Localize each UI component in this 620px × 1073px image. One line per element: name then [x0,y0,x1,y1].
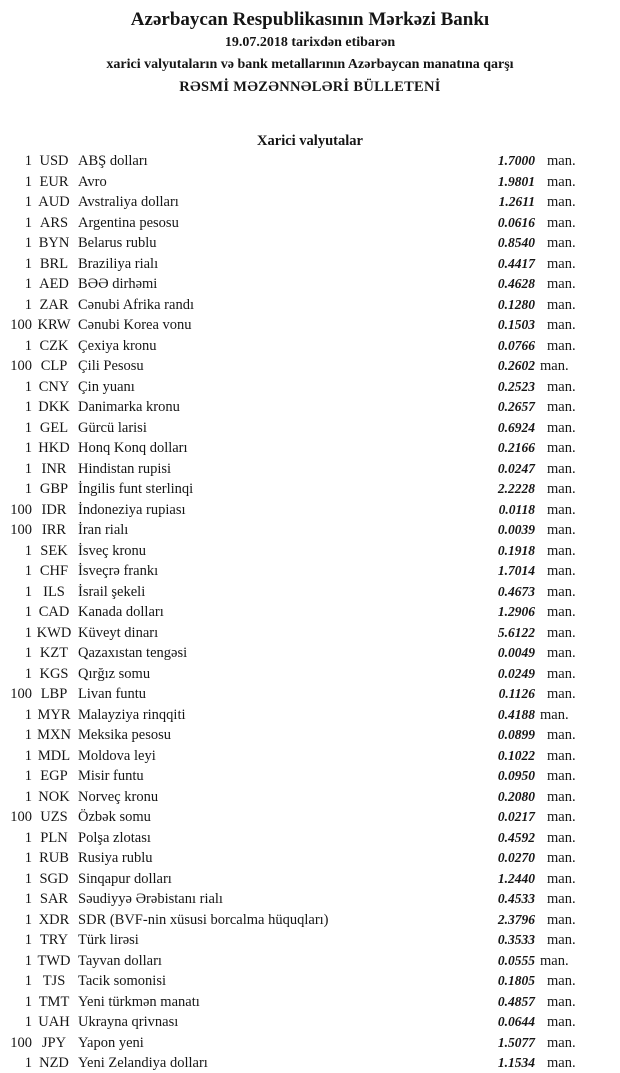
exchange-rate: 0.0039 [497,522,535,537]
unit-label: man. [547,870,576,887]
currency-row [0,397,577,418]
exchange-rate: 0.2657 [497,399,535,414]
currency-code: AUD [38,194,70,210]
currency-code: TWD [37,952,71,969]
exchange-rate: 0.0616 [497,214,535,230]
currency-code: PLN [40,829,68,846]
currency-name: Danimarka kronu [78,399,180,415]
currency-name: Cənubi Afrika randı [78,296,194,313]
currency-code: KWD [36,624,72,641]
currency-row [0,787,577,808]
currency-name: Braziliya rialı [78,255,159,272]
currency-code: EGP [40,768,68,784]
currency-quantity: 1 [24,665,32,682]
currency-code: INR [41,460,67,477]
currency-row [0,356,577,377]
currency-quantity: 1 [24,337,32,354]
currency-row [0,848,577,869]
currency-name: Hindistan rupisi [78,460,172,477]
currency-name: SDR (BVF-nin xüsusi borcalma hüquqları) [78,911,329,928]
unit-label: man. [547,399,576,415]
currency-row [0,705,577,726]
currency-name: Səudiyyə Ərəbistanı rialı [78,891,223,907]
exchange-rate: 0.1022 [497,747,535,763]
currency-quantity: 1 [24,378,32,395]
currency-name: Livan funtu [78,686,147,702]
currency-quantity: 100 [10,809,32,825]
currency-code: ARS [39,214,69,231]
currency-quantity: 1 [24,296,32,313]
currency-row [0,643,577,664]
exchange-rate: 1.7014 [497,563,535,578]
effective-date-line: 19.07.2018 tarixdən etibarən [224,35,396,50]
unit-label: man. [547,932,576,948]
currency-row [0,807,577,828]
exchange-rate: 0.2602 [497,358,535,373]
currency-code: KRW [37,317,71,333]
currency-row [0,602,577,623]
currency-quantity: 1 [24,891,32,907]
exchange-rate: 1.7000 [497,153,535,168]
currency-quantity: 1 [24,276,32,292]
currency-quantity: 1 [24,542,32,559]
currency-row [0,889,577,910]
currency-code: KZT [39,645,69,661]
exchange-rate: 1.2611 [498,194,535,209]
currency-name: ABŞ dolları [78,153,148,169]
currency-quantity: 1 [24,173,32,190]
currency-code: HKD [38,440,70,456]
currency-name: Küveyt dinarı [78,624,159,641]
exchange-rate: 2.3796 [497,911,535,927]
currency-quantity: 100 [10,501,32,518]
currency-code: MYR [37,706,71,723]
exchange-rate: 0.1503 [497,317,535,332]
unit-label: man. [547,235,576,251]
exchange-rate: 0.0049 [497,645,535,660]
unit-label: man. [547,194,576,210]
currency-code: CNY [38,378,70,395]
currency-name: Türk lirəsi [78,932,139,948]
exchange-rate: 1.2440 [497,870,535,886]
exchange-rate: 0.1918 [497,542,535,558]
currency-row [0,336,577,357]
unit-label: man. [547,645,576,661]
currency-name: İndoneziya rupiası [78,501,186,518]
currency-quantity: 1 [24,993,32,1010]
currency-code: LBP [40,686,68,702]
currency-code: ZAR [39,296,69,313]
currency-row [0,479,577,500]
currency-row [0,459,577,480]
currency-code: KGS [39,665,69,682]
currency-quantity: 1 [24,932,32,948]
currency-quantity: 1 [24,870,32,887]
unit-label: man. [547,891,576,907]
unit-label: man. [547,460,576,477]
currency-quantity: 1 [24,624,32,641]
unit-label: man. [547,296,576,313]
currency-row [0,315,577,336]
currency-quantity: 1 [24,768,32,784]
currency-row [0,828,577,849]
currency-quantity: 1 [24,419,32,436]
unit-label: man. [547,153,576,169]
exchange-rate: 0.2080 [497,788,535,804]
currency-code: MDL [37,747,71,764]
bulletin-header [0,0,620,98]
unit-label: man. [540,358,569,374]
currency-row [0,746,577,767]
currency-quantity: 1 [24,399,32,415]
unit-label: man. [547,276,576,292]
exchange-rate: 0.0950 [497,768,535,783]
unit-label: man. [547,727,576,743]
currency-code: CLP [40,358,68,374]
currency-row [0,992,577,1013]
unit-label: man. [547,768,576,784]
currency-row [0,930,577,951]
currency-name: Rusiya rublu [78,850,153,866]
currency-name: Çin yuanı [78,378,135,395]
unit-label: man. [547,747,576,764]
exchange-rate: 1.9801 [497,173,535,189]
exchange-rate: 0.0899 [497,727,535,742]
currency-name: Polşa zlotası [78,829,151,846]
currency-row [0,869,577,890]
exchange-rate: 0.1126 [498,686,535,701]
currency-row [0,664,577,685]
currency-row [0,377,577,398]
currency-row [0,438,577,459]
unit-label: man. [547,501,576,518]
currency-name: Yapon yeni [78,1034,144,1051]
exchange-rate: 0.4673 [497,583,535,599]
currency-code: NZD [39,1055,69,1071]
unit-label: man. [547,317,576,333]
currency-name: Belarus rublu [78,235,157,251]
currency-row [0,623,577,644]
currency-name: İran rialı [78,522,129,538]
exchange-rate: 1.2906 [497,604,535,619]
currency-quantity: 1 [24,460,32,477]
currency-row [0,274,577,295]
unit-label: man. [547,440,576,456]
unit-label: man. [547,809,576,825]
unit-label: man. [547,522,576,538]
currency-row [0,151,577,172]
exchange-rate: 0.0247 [497,460,535,476]
currency-name: Kanada dolları [78,604,164,620]
currency-name: Qazaxıstan tengəsi [78,645,188,661]
unit-label: man. [547,583,576,600]
currency-quantity: 100 [10,358,32,374]
section-title: Xarici valyutalar [257,133,363,149]
unit-label: man. [547,255,576,272]
currency-quantity: 1 [24,706,32,723]
unit-label: man. [547,686,576,702]
unit-label: man. [547,1014,576,1030]
currency-row [0,1053,577,1073]
currency-name: Misir funtu [78,768,144,784]
currency-name: Cənubi Korea vonu [78,317,192,333]
unit-label: man. [547,563,576,579]
currency-code: UZS [40,809,68,825]
unit-label: man. [547,624,576,641]
unit-label: man. [547,829,576,846]
currency-code: RUB [39,850,69,866]
currency-row [0,971,577,992]
currency-row [0,561,577,582]
currency-quantity: 1 [24,973,32,989]
currency-name: Norveç kronu [78,788,159,805]
currency-code: BYN [38,235,70,251]
currency-quantity: 1 [24,747,32,764]
exchange-rate: 0.0249 [497,665,535,681]
currency-name: Meksika pesosu [78,727,172,743]
currency-code: TMT [38,993,70,1010]
exchange-rate: 0.0644 [497,1014,535,1029]
currency-row [0,254,577,275]
exchange-rate: 0.4533 [497,891,535,906]
exchange-rate: 0.1805 [497,973,535,988]
unit-label: man. [547,419,576,436]
currency-quantity: 1 [24,153,32,169]
exchange-rate: 0.0118 [498,501,535,517]
exchange-rate: 0.4188 [497,706,535,722]
unit-label: man. [547,173,576,190]
exchange-rate: 0.2523 [497,378,535,394]
currency-code: IRR [41,522,67,538]
currency-code: NOK [38,788,70,805]
currency-name: Avstraliya dolları [78,194,179,210]
exchange-rate: 0.0555 [497,952,535,968]
currency-code: JPY [41,1034,67,1051]
currency-quantity: 1 [24,235,32,251]
currency-name: İsveçrə frankı [78,563,159,579]
currency-name: Ukrayna qrivnası [78,1014,179,1030]
currency-row [0,951,577,972]
currency-quantity: 1 [24,214,32,231]
currency-row [0,192,577,213]
currency-row [0,213,577,234]
currency-name: Qırğız somu [78,665,151,682]
currency-quantity: 1 [24,583,32,600]
currency-row [0,766,577,787]
currency-code: MXN [37,727,71,743]
currency-row [0,418,577,439]
currency-code: ILS [43,583,65,600]
currency-row [0,684,577,705]
exchange-rate: 0.0217 [497,809,535,824]
unit-label: man. [547,911,576,928]
currency-row [0,172,577,193]
currency-quantity: 100 [10,1034,32,1051]
currency-quantity: 1 [24,911,32,928]
exchange-rate: 0.8540 [497,235,535,250]
currency-code: UAH [38,1014,70,1030]
currency-code: CZK [39,337,69,354]
exchange-rate: 0.4628 [497,276,535,291]
unit-label: man. [547,604,576,620]
currency-code: DKK [38,399,70,415]
currency-quantity: 1 [24,645,32,661]
currency-name: İsrail şekeli [78,583,146,600]
currency-row [0,295,577,316]
exchange-rate: 0.1280 [497,296,535,312]
exchange-rate: 5.6122 [497,624,535,640]
currency-name: Sinqapur dolları [78,870,172,887]
currency-name: Tacik somonisi [78,973,166,989]
exchange-rate: 0.4417 [497,255,535,271]
currency-row [0,500,577,521]
currency-quantity: 1 [24,788,32,805]
currency-row [0,725,577,746]
currency-quantity: 1 [24,829,32,846]
currency-quantity: 1 [24,563,32,579]
currency-quantity: 1 [24,194,32,210]
currency-name: BƏƏ dirhəmi [78,276,158,292]
currency-quantity: 1 [24,1055,32,1071]
currency-name: Gürcü larisi [78,419,147,436]
exchange-rate: 0.0270 [497,850,535,865]
unit-label: man. [547,993,576,1010]
currency-quantity: 1 [24,1014,32,1030]
currency-quantity: 1 [24,952,32,969]
unit-label: man. [547,542,576,559]
currency-name: Tayvan dolları [78,952,162,969]
unit-label: man. [540,706,569,723]
unit-label: man. [547,481,576,497]
currency-name: Malayziya rinqqiti [78,706,186,723]
currency-quantity: 100 [10,686,32,702]
currency-name: Honq Konq dolları [78,440,188,456]
currency-code: SGD [39,870,69,887]
currency-code: USD [39,153,69,169]
currency-code: TRY [39,932,69,948]
exchange-rate: 0.0766 [497,337,535,353]
currency-code: IDR [41,501,67,518]
unit-label: man. [547,378,576,395]
currency-row [0,1033,577,1054]
currency-code: EUR [39,173,69,190]
exchange-rate: 1.5077 [497,1034,535,1050]
currency-quantity: 100 [10,522,32,538]
exchange-rate: 0.4857 [497,993,535,1009]
currency-row [0,520,577,541]
currency-name: Avro [78,173,107,190]
currency-rates-table [0,151,620,1073]
currency-name: Yeni türkmən manatı [78,993,200,1010]
currency-name: Yeni Zelandiya dolları [78,1055,208,1071]
currency-code: GEL [39,419,69,436]
currency-quantity: 1 [24,604,32,620]
unit-label: man. [547,214,576,231]
currency-code: TJS [42,973,66,989]
subtitle-line: xarici valyutaların və bank metallarının Azərbaycan manatına qarşı [106,57,514,72]
currency-code: CHF [39,563,69,579]
exchange-rate: 0.3533 [497,932,535,947]
currency-name: İngilis funt sterlinqi [78,481,194,497]
currency-quantity: 1 [24,850,32,866]
unit-label: man. [547,337,576,354]
currency-quantity: 1 [24,440,32,456]
currency-row [0,233,577,254]
exchange-rate: 2.2228 [497,481,535,496]
currency-code: GBP [39,481,69,497]
currency-name: Çexiya kronu [78,337,157,354]
unit-label: man. [547,850,576,866]
unit-label: man. [547,1034,576,1051]
currency-code: SEK [40,542,68,559]
currency-name: Moldova leyi [78,747,156,764]
exchange-rate: 0.2166 [497,440,535,455]
currency-quantity: 100 [10,317,32,333]
currency-row [0,541,577,562]
currency-code: AED [39,276,69,292]
unit-label: man. [547,788,576,805]
exchange-rate: 0.4592 [497,829,535,845]
unit-label: man. [547,665,576,682]
bank-title: Azərbaycan Respublikasının Mərkəzi Bankı [130,9,490,30]
currency-name: Çili Pesosu [78,358,144,374]
currency-quantity: 1 [24,481,32,497]
unit-label: man. [547,973,576,989]
unit-label: man. [547,1055,576,1071]
currency-code: CAD [38,604,70,620]
currency-quantity: 1 [24,727,32,743]
currency-name: Özbək somu [78,809,151,825]
currency-quantity: 1 [24,255,32,272]
unit-label: man. [540,952,569,969]
currency-code: XDR [38,911,70,928]
currency-code: BRL [39,255,69,272]
currency-name: Argentina pesosu [78,214,179,231]
currency-name: İsveç kronu [78,542,147,559]
exchange-rate: 1.1534 [497,1055,535,1070]
currency-row [0,1012,577,1033]
currency-row [0,582,577,603]
currency-row [0,910,577,931]
exchange-rate: 0.6924 [497,419,535,435]
currency-code: SAR [39,891,69,907]
bulletin-title: RƏSMİ MƏZƏNNƏLƏRİ BÜLLETENİ [179,79,441,95]
